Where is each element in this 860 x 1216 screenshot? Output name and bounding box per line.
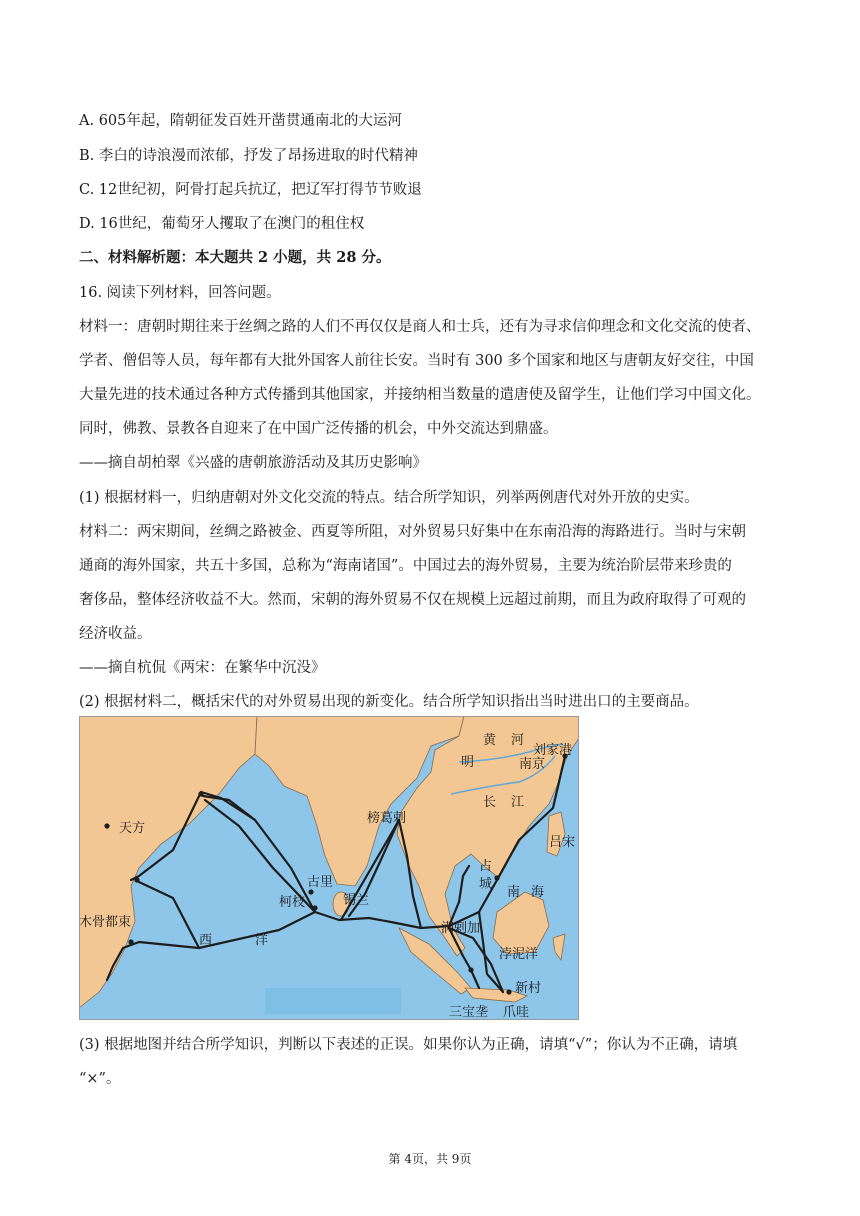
- label-xiyang: 西: [199, 933, 213, 948]
- option-a: A. 605年起，隋朝征发百姓开凿贯通南北的大运河: [79, 113, 402, 129]
- question-16-stem: 16. 阅读下列材料，回答问题。: [79, 285, 281, 301]
- port-dot: [134, 877, 139, 882]
- option-d: D. 16世纪，葡萄牙人攫取了在澳门的租住权: [79, 216, 365, 232]
- material-1-line: 同时，佛教、景教各自迎来了在中国广泛传播的机会，中外交流达到鼎盛。: [79, 421, 558, 437]
- question-16-3-line: (3) 根据地图并结合所学知识，判断以下表述的正误。如果你认为正确，请填“√”；你认为不正确，请填: [79, 1037, 738, 1053]
- material-2-line: 材料二：两宋期间，丝绸之路被金、西夏等所阻，对外贸易只好集中在东南沿海的海路进行。当时与宋朝: [79, 524, 746, 540]
- material-2-line: 经济收益。: [79, 626, 152, 642]
- label-xiyang: 洋: [255, 933, 269, 948]
- label-nanhai: 南: [507, 885, 521, 900]
- label-boniyang: 浡泥洋: [499, 947, 539, 962]
- material-1-source: ——摘自胡柏翠《兴盛的唐朝旅游活动及其历史影响》: [79, 455, 427, 471]
- zheng-he-voyage-map: [79, 716, 579, 1020]
- port-dot: [308, 889, 313, 894]
- port-dot: [104, 823, 109, 828]
- question-16-2: (2) 根据材料二，概括宋代的对外贸易出现的新变化。结合所学知识指出当时进出口的主要商品。: [79, 694, 699, 710]
- material-2-line: 通商的海外国家，共五十多国，总称为“海南诸国”。中国过去的海外贸易，主要为统治阶层带来珍贵的: [79, 558, 732, 574]
- label-zhaowa: 爪哇: [503, 1005, 530, 1020]
- label-changjiang: 长: [483, 795, 497, 810]
- option-c: C. 12世纪初，阿骨打起兵抗辽，把辽军打得节节败退: [79, 182, 422, 198]
- material-1-line: 大量先进的技术通过各种方式传播到其他国家，并接纳相当数量的遣唐使及留学生，让他们学习中国文化。: [79, 387, 761, 403]
- material-2-line: 奢侈品，整体经济收益不大。然而，宋朝的海外贸易不仅在规模上远超过前期，而且为政府取得了可观的: [79, 592, 746, 608]
- label-tianfang: 天方: [119, 821, 146, 836]
- label-xilan: 锡兰: [343, 893, 370, 908]
- label-huanghe: 河: [511, 733, 525, 748]
- label-nanhai: 海: [531, 885, 545, 900]
- label-xincun: 新村: [515, 981, 542, 996]
- label-liujiagang: 刘家港: [533, 743, 573, 758]
- label-mugudushu: 木骨都束: [79, 915, 132, 930]
- label-kezhi: 柯枝: [279, 895, 306, 910]
- port-dot: [506, 989, 511, 994]
- section-heading: 二、材料解析题：本大题共 2 小题，共 28 分。: [79, 249, 391, 266]
- label-banggela: 榜葛剌: [367, 811, 407, 826]
- material-1-line: 材料一：唐朝时期往来于丝绸之路的人们不再仅仅是商人和士兵，还有为寻求信仰理念和文化交流的使者、: [79, 319, 761, 335]
- page-footer: 第 4页，共 9页: [388, 1152, 472, 1166]
- label-zhancheng: 城: [479, 877, 493, 892]
- label-lvsong: 吕宋: [549, 835, 576, 850]
- label-nanjing: 南京: [519, 757, 546, 772]
- label-ming: 明: [461, 755, 475, 770]
- option-b: B. 李白的诗浪漫而浓郁，抒发了昂扬进取的时代精神: [79, 148, 418, 164]
- label-sanbaolong: 三宝垄: [449, 1005, 489, 1020]
- question-16-1: (1) 根据材料一，归纳唐朝对外文化交流的特点。结合所学知识，列举两例唐代对外开放的史实。: [79, 490, 699, 506]
- material-2-source: ——摘自杭侃《两宋：在繁华中沉没》: [79, 660, 326, 676]
- port-dot: [494, 875, 499, 880]
- label-huanghe: 黄: [483, 733, 497, 748]
- label-manlajia: 满剌加: [441, 921, 481, 936]
- map-legend-box: [265, 988, 401, 1014]
- port-dot: [468, 967, 473, 972]
- label-zhancheng: 占: [479, 859, 493, 874]
- label-guli: 古里: [307, 875, 334, 890]
- label-changjiang: 江: [511, 795, 525, 810]
- port-dot: [128, 939, 133, 944]
- port-dot: [312, 905, 317, 910]
- material-1-line: 学者、僧侣等人员，每年都有大批外国客人前往长安。当时有 300 多个国家和地区与唐朝友好交往，中国: [79, 353, 754, 369]
- port-dot: [198, 791, 203, 796]
- question-16-3-line: “×”。: [79, 1071, 121, 1087]
